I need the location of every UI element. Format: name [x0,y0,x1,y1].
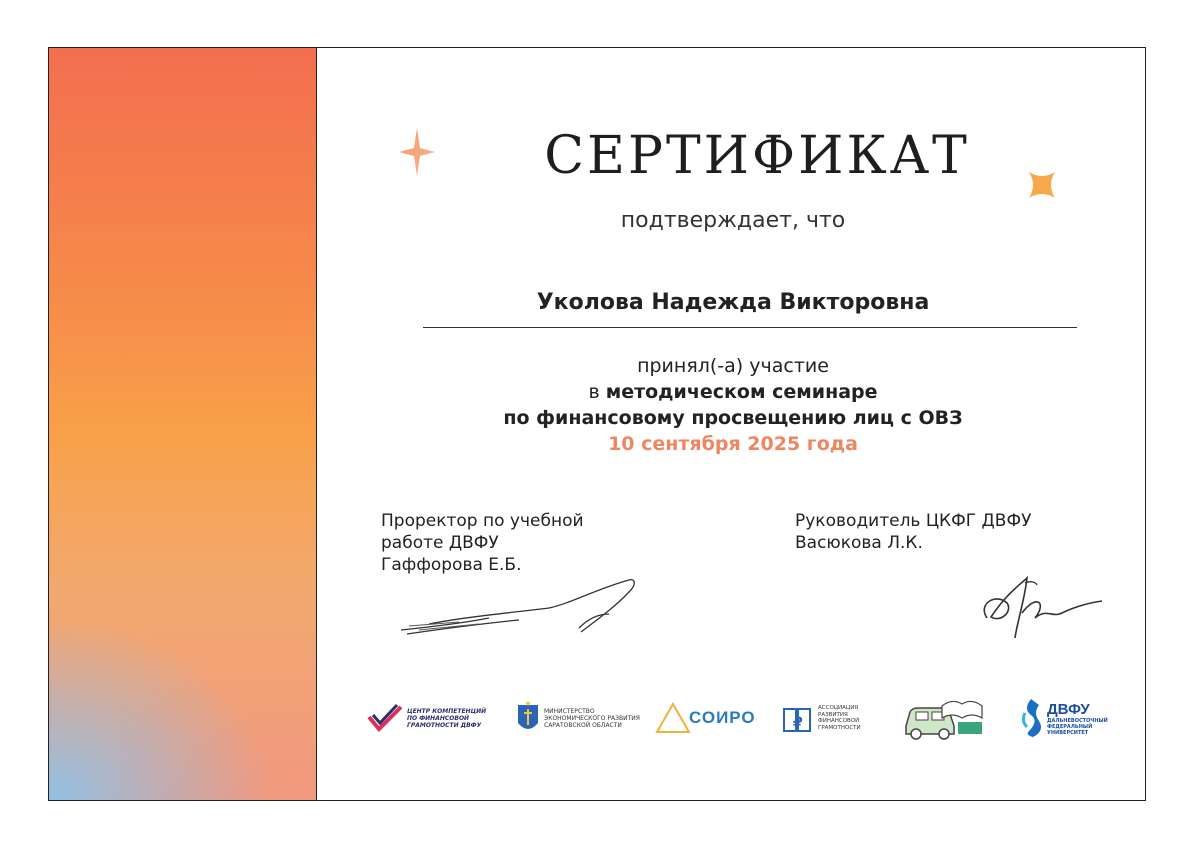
ministry-line-3: САРАТОВСКОЙ ОБЛАСТИ [544,721,622,729]
dvfu-line-3: УНИВЕРСИТЕТ [1047,729,1089,736]
right-signatory-title: Руководитель ЦКФГ ДВФУ [795,511,1032,531]
ckfg-line-3: ГРАМОТНОСТИ ДВФУ [407,721,482,729]
right-signatory-name: Васюкова Л.К. [795,533,923,553]
left-signatory-name: Гаффорова Е.Б. [381,555,522,575]
left-signatory-title-1: Проректор по учебной [381,511,584,531]
event-type-line [317,381,1149,403]
car-book-logo [902,688,986,748]
ckfg-line-1: ЦЕНТР КОМПЕТЕНЦИЙ [407,707,487,715]
participation-line: принял(-а) участие [637,355,829,377]
association-line-4: ГРАМОТНОСТИ [818,724,861,731]
ckfg-logo [367,688,486,748]
event-topic-line: по финансовому просвещению лиц с ОВЗ [503,407,963,429]
certificate-subtitle: подтверждает, что [620,208,846,233]
name-underline [423,327,1077,328]
triangle-logo-icon [655,702,691,734]
ministry-line-1: МИНИСТЕРСТВО [544,707,595,715]
svg-text:₽: ₽ [793,715,803,731]
dvfu-line-2: ФЕДЕРАЛЬНЫЙ [1047,723,1093,730]
ruble-book-icon [782,703,812,733]
recipient-name: Уколова Надежда Викторовна [536,290,930,315]
dvfu-name: ДВФУ [1047,700,1090,718]
coat-of-arms-icon [517,701,539,735]
sparkle-star-icon [399,128,435,176]
car-and-book-icon [902,696,986,740]
soiro-logo [655,688,756,748]
decorative-gradient-panel [49,48,317,800]
left-signatory-title-2: работе ДВФУ [381,533,499,553]
right-signature-image [977,573,1107,643]
right-signatory-block [795,510,1115,554]
ckfg-line-2: ПО ФИНАНСОВОЙ [407,714,470,722]
left-signature-image [399,578,639,638]
wave-emblem-icon [1019,697,1045,739]
four-point-star-icon [1029,172,1055,198]
certificate-content [317,48,1145,800]
association-line-2: РАЗВИТИЯ [818,711,848,718]
dvfu-line-1: ДАЛЬНЕВОСТОЧНЫЙ [1047,717,1108,724]
association-logo [782,688,861,748]
association-line-1: АССОЦИАЦИЯ [818,705,859,711]
certificate-frame [48,47,1146,801]
event-date: 10 сентября 2025 года [608,433,858,455]
event-type: методическом семинаре [605,381,878,403]
ministry-logo [517,688,640,748]
association-line-3: ФИНАНСОВОЙ [818,718,860,724]
partner-logos-row [367,688,1108,748]
ministry-line-2: ЭКОНОМИЧЕСКОГО РАЗВИТИЯ [544,714,640,722]
checkmark-icon [367,703,403,733]
left-signatory-block [381,510,661,576]
dvfu-logo [1019,688,1108,748]
event-type-prefix: в [588,381,606,403]
soiro-name: СОИРО [689,708,756,727]
certificate-title: СЕРТИФИКАТ [544,126,970,186]
